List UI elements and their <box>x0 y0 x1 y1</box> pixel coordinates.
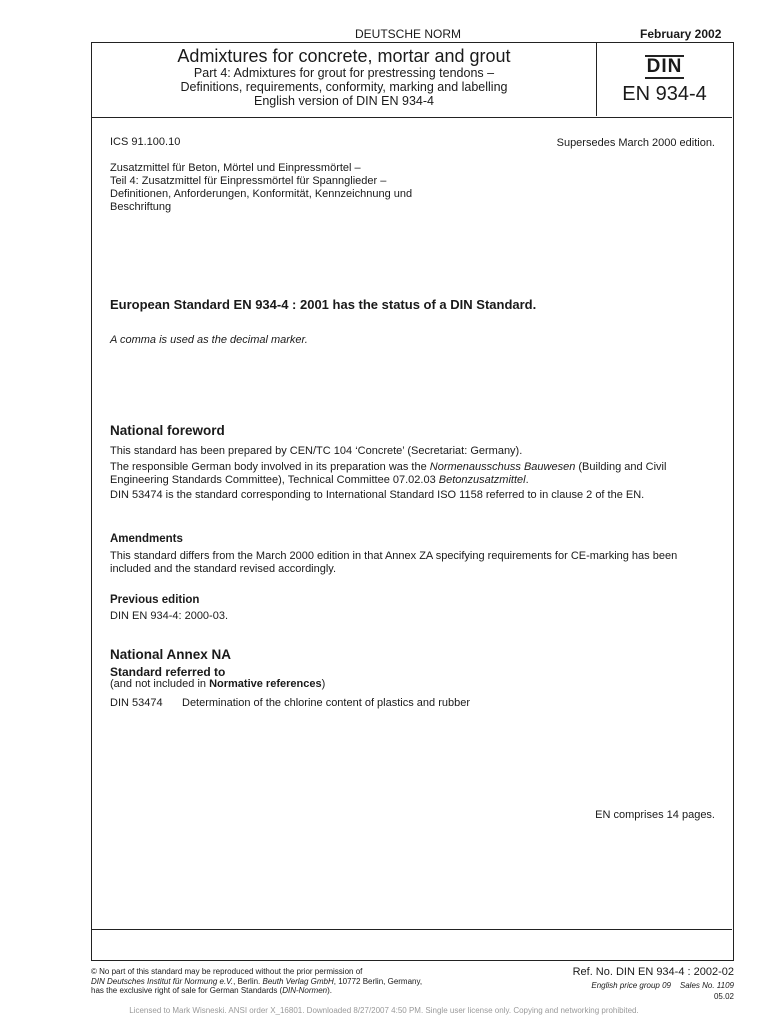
subtitle-line-1: Part 4: Admixtures for grout for prestressing tendons – <box>193 66 495 80</box>
din-institute-name: DIN Deutsches Institut für Normung e.V. <box>91 976 234 986</box>
copyright-line-2-b: , Berlin. <box>233 976 263 986</box>
amendments-heading: Amendments <box>110 533 183 545</box>
din-cell <box>597 43 732 116</box>
standard-number: EN 934-4 <box>622 83 707 105</box>
german-title <box>110 162 490 214</box>
copyright-line-2 <box>91 977 491 987</box>
foreword-p2-committee: Normenausschuss Bauwesen <box>429 461 576 473</box>
document-title: Admixtures for concrete, mortar and grout <box>177 46 511 66</box>
subtitle-line-3: English version of DIN EN 934-4 <box>254 94 434 108</box>
normative-note <box>110 678 720 691</box>
publication-date: February 2002 <box>640 27 722 41</box>
amendments-text: This standard differs from the March 2000 edition in that Annex ZA specifying requirements for CE-marking has been included and the standard revised accordingly. <box>110 550 678 575</box>
standard-type-label: DEUTSCHE NORM <box>355 27 462 41</box>
copyright-line-3-c: ). <box>327 986 332 995</box>
page-count-note: EN comprises 14 pages. <box>595 809 715 821</box>
previous-edition-text: DIN EN 934-4: 2000-03. <box>110 610 229 622</box>
german-title-line-2: Teil 4: Zusatzmittel für Einpressmörtel für Spannglieder – <box>110 175 387 187</box>
foreword-p2-part-a: The responsible German body involved in its preparation was the <box>110 461 430 473</box>
national-annex-heading: National Annex NA <box>110 647 232 662</box>
copyright-line-1: © No part of this standard may be reproduced without the prior permission of <box>91 967 363 976</box>
din-normen-label: DIN-Normen <box>282 986 328 995</box>
license-watermark: Licensed to Mark Wisneski. ANSI order X_16801. Downloaded 8/27/2007 4:50 PM. Single user license only. Copying and networking prohibited. <box>129 1006 639 1015</box>
beuth-verlag-name: Beuth Verlag GmbH <box>262 976 334 986</box>
copyright-line-3 <box>91 986 491 996</box>
national-foreword-heading: National foreword <box>110 423 225 438</box>
reference-code: DIN 53474 <box>110 697 163 709</box>
normative-note-b: ) <box>321 678 326 690</box>
german-title-line-4: Beschriftung <box>110 201 172 213</box>
subtitle-line-2: Definitions, requirements, conformity, marking and labelling <box>180 80 508 94</box>
pricing-info <box>591 981 734 990</box>
foreword-paragraph-1: This standard has been prepared by CEN/TC 104 ‘Concrete’ (Secretariat: Germany). <box>110 445 523 457</box>
previous-edition-heading: Previous edition <box>110 594 200 606</box>
header-row <box>92 43 732 118</box>
decimal-marker-note: A comma is used as the decimal marker. <box>110 334 308 346</box>
copyright-notice <box>91 967 491 996</box>
din-logo: DIN <box>646 56 683 77</box>
price-group: English price group 09 <box>591 981 671 990</box>
ics-code: ICS 91.100.10 <box>110 136 181 148</box>
standard-referred-heading: Standard referred to <box>110 665 226 679</box>
german-title-line-3: Definitionen, Anforderungen, Konformität, Kennzeichnung und <box>110 188 413 200</box>
reference-title: Determination of the chlorine content of plastics and rubber <box>182 697 470 709</box>
status-statement: European Standard EN 934-4 : 2001 has the status of a DIN Standard. <box>110 297 537 312</box>
sales-number: Sales No. 1109 <box>679 981 734 990</box>
foreword-p2-part-c: . <box>525 474 529 486</box>
reference-row <box>110 697 470 709</box>
foreword-paragraph-2 <box>110 461 720 487</box>
title-cell <box>92 43 597 116</box>
foreword-p2-technical-committee: Betonzusatzmittel <box>438 474 526 486</box>
copyright-line-2-d: , 10772 Berlin, Germany, <box>333 976 423 986</box>
reference-number: Ref. No. DIN EN 934-4 : 2002-02 <box>572 966 734 978</box>
edition-code: 05.02 <box>713 992 734 1001</box>
german-title-line-1: Zusatzmittel für Beton, Mörtel und Einpressmörtel – <box>110 162 361 174</box>
copyright-line-3-a: has the exclusive right of sale for German Standards ( <box>91 986 283 995</box>
footer-divider <box>92 929 732 930</box>
foreword-paragraph-3: DIN 53474 is the standard corresponding to International Standard ISO 1158 referred to in clause 2 of the EN. <box>110 489 645 501</box>
normative-note-a: (and not included in <box>110 678 210 690</box>
foreword-p2-part-b: (Building and Civil Engineering Standards Committee), Technical Committee 07.02.03 <box>110 461 667 486</box>
normative-references-label: Normative references <box>209 678 322 690</box>
supersedes-note: Supersedes March 2000 edition. <box>556 137 715 149</box>
